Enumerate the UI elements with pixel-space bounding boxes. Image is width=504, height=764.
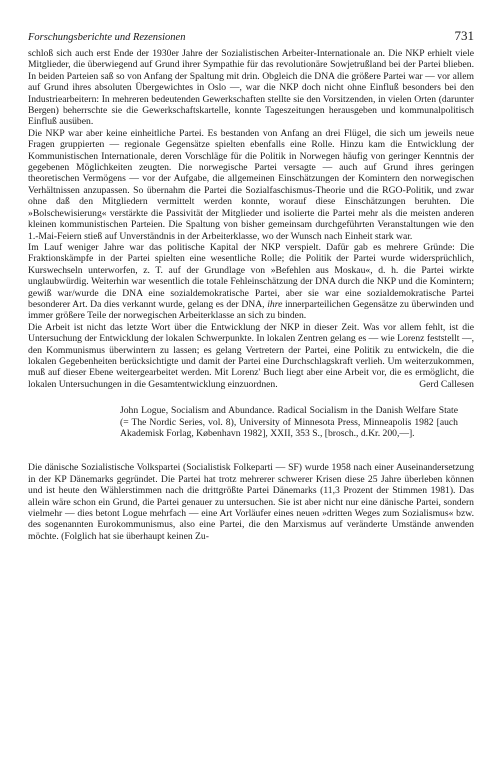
- book-citation: John Logue, Socialism and Abundance. Radical Socialism in the Danish Welfare State (= The Nordic Series, vol. 8), University of Minnesota Press, Minneapolis 1982 [auch Akademisk Forlag, København 1982], XXII, 353 S., [brosch., d.Kr. 200,—].: [120, 405, 458, 439]
- paragraph-text: innerparteilichen Gegensätze zu überwinden und immer größere Teile der norwegischen Arbeiterklasse an sich zu binden.: [28, 298, 474, 322]
- author-signature: Gerd Callesen: [419, 378, 474, 390]
- review-two-paragraph: Die dänische Sozialistische Volkspartei (Socialistisk Folkeparti — SF) wurde 1958 nach einer Auseinandersetzung in der KP Dänemarks gegründet. Die Partei hat trotz mehrerer schwerer Krisen diese 25 Jahre überleben können und ist heute den Wählerstimmen nach die drittgrößte Partei Dänemarks (11,3 Prozent der Stimmen 1981). Das allein wäre schon ein Grund, die Partei genauer zu untersuchen. Sie ist aber nicht nur eine dänische Partei, sondern vielmehr — dies betont Logue mehrfach — eine Art Vorläufer eines neuen »dritten Weges zum Sozialismus« bzw. des sogenannten Eurokommunismus, also eine Partei, die den Marxismus auf veränderte Umstände anwenden möchte. (Folglich hat sie überhaupt keinen Zu-: [28, 462, 474, 542]
- review-one-paragraph: schloß sich auch erst Ende der 1930er Jahre der Sozialistischen Arbeiter-Internationale an. Die NKP erhielt viele Mitglieder, die überwiegend auf Grund ihrer Sympathie für das revolutionäre Sowjetrußland bei der Partei blieben. In beiden Parteien saß so von Anfang der Spaltung mit drin. Obgleich die DNA die größere Partei war — vor allem auf Grund ihres absoluten Übergewichtes in Oslo —, war die NKP doch nicht ohne Einfluß besonders bei den Industriearbeitern: In mehreren bedeutenden Gewerkschaften stellte sie den Vorsitzenden, in vielen Orten (darunter Bergen) beherrschte sie die Gewerkschaftskartelle, konnte Tageszeitungen herausgeben und kommunalpolitisch Einfluß ausüben.: [28, 48, 474, 128]
- page-number: 731: [454, 28, 474, 43]
- paragraph-text: Die Arbeit ist nicht das letzte Wort über die Entwicklung der NKP in dieser Zeit. Was vor allem fehlt, ist die Untersuchung der Entwicklung der lokalen Schwerpunkte. In lokalen Zentren gelang es — wie Lorenz feststellt —, den Kommunismus überwintern zu lassen; es gelang Vertretern der Partei, eine Politik zu entwickeln, die die lokalen Gegebenheiten berücksichtigte und damit der Partei eine Durchschlagskraft verlieh. Um weiterzukommen, muß auf dieser Ebene weitergearbeitet werden. Mit Lorenz' Buch liegt aber eine Arbeit vor, die es ermöglicht, die lokalen Untersuchungen in die Gesamtentwicklung einzuordnen.: [28, 321, 474, 390]
- review-two: [28, 462, 474, 542]
- page: [28, 22, 474, 542]
- running-title: Forschungsberichte und Rezensionen: [28, 32, 186, 43]
- review-one-paragraph: [28, 242, 474, 322]
- review-one: [28, 48, 474, 390]
- page-header: [28, 22, 474, 44]
- review-one-paragraph: [28, 322, 474, 390]
- paragraph-text: Im Lauf weniger Jahre war das politische Kapital der NKP verspielt. Dafür gab es mehrere Gründe: Die Fraktionskämpfe in der Partei spielten eine wesentliche Rolle; die Politik der Partei wurde widersprüchlich, Kurswechseln unterworfen, z. T. auf der Grundlage von »Befehlen aus Moskau«, d. h. die Partei wirkte unglaubwürdig. Weiterhin war wesentlich die totale Fehleinschätzung der DNA durch die NKP und die Komintern; gewiß war/wurde die DNA eine sozialdemokratische Partei, aber sie war eine sozialdemokratische Partei besonderer Art. Da dies verkannt wurde, gelang es der DNA,: [28, 241, 474, 310]
- emphasis-text: ihre: [267, 298, 283, 310]
- review-one-paragraph: Die NKP war aber keine einheitliche Partei. Es bestanden von Anfang an drei Flügel, die sich um jeweils neue Fragen gruppierten — regionale Gegensätze spielten ebenfalls eine Rolle. Hinzu kam die Entwicklung der Kommunistischen Internationale, deren Vorschläge für die Politik in Norwegen häufig von geringer Kenntnis der gegebenen Möglichkeiten zeugten. Die norwegische Partei versagte — auch auf Grund ihres geringen theoretischen Vermögens — vor der Aufgabe, die allgemeinen Einschätzungen der Komintern den norwegischen Verhältnissen anzupassen. So übernahm die Partei die Sozialfaschismus-Theorie und die RGO-Politik, und zwar ohne daß den Mitgliedern vermittelt werden konnte, worauf diese Einschätzungen beruhten. Die »Bolschewisierung« verstärkte die Passivität der Mitglieder und isolierte die Partei mehr als die meisten anderen kleinen kommunistischen Parteien. Die Spaltung von bisher gemeinsam durchgeführten Veranstaltungen wie den 1.-Mai-Feiern stieß auf Unverständnis in der Arbeiterklasse, wo der Wunsch nach Einheit stark war.: [28, 127, 474, 242]
